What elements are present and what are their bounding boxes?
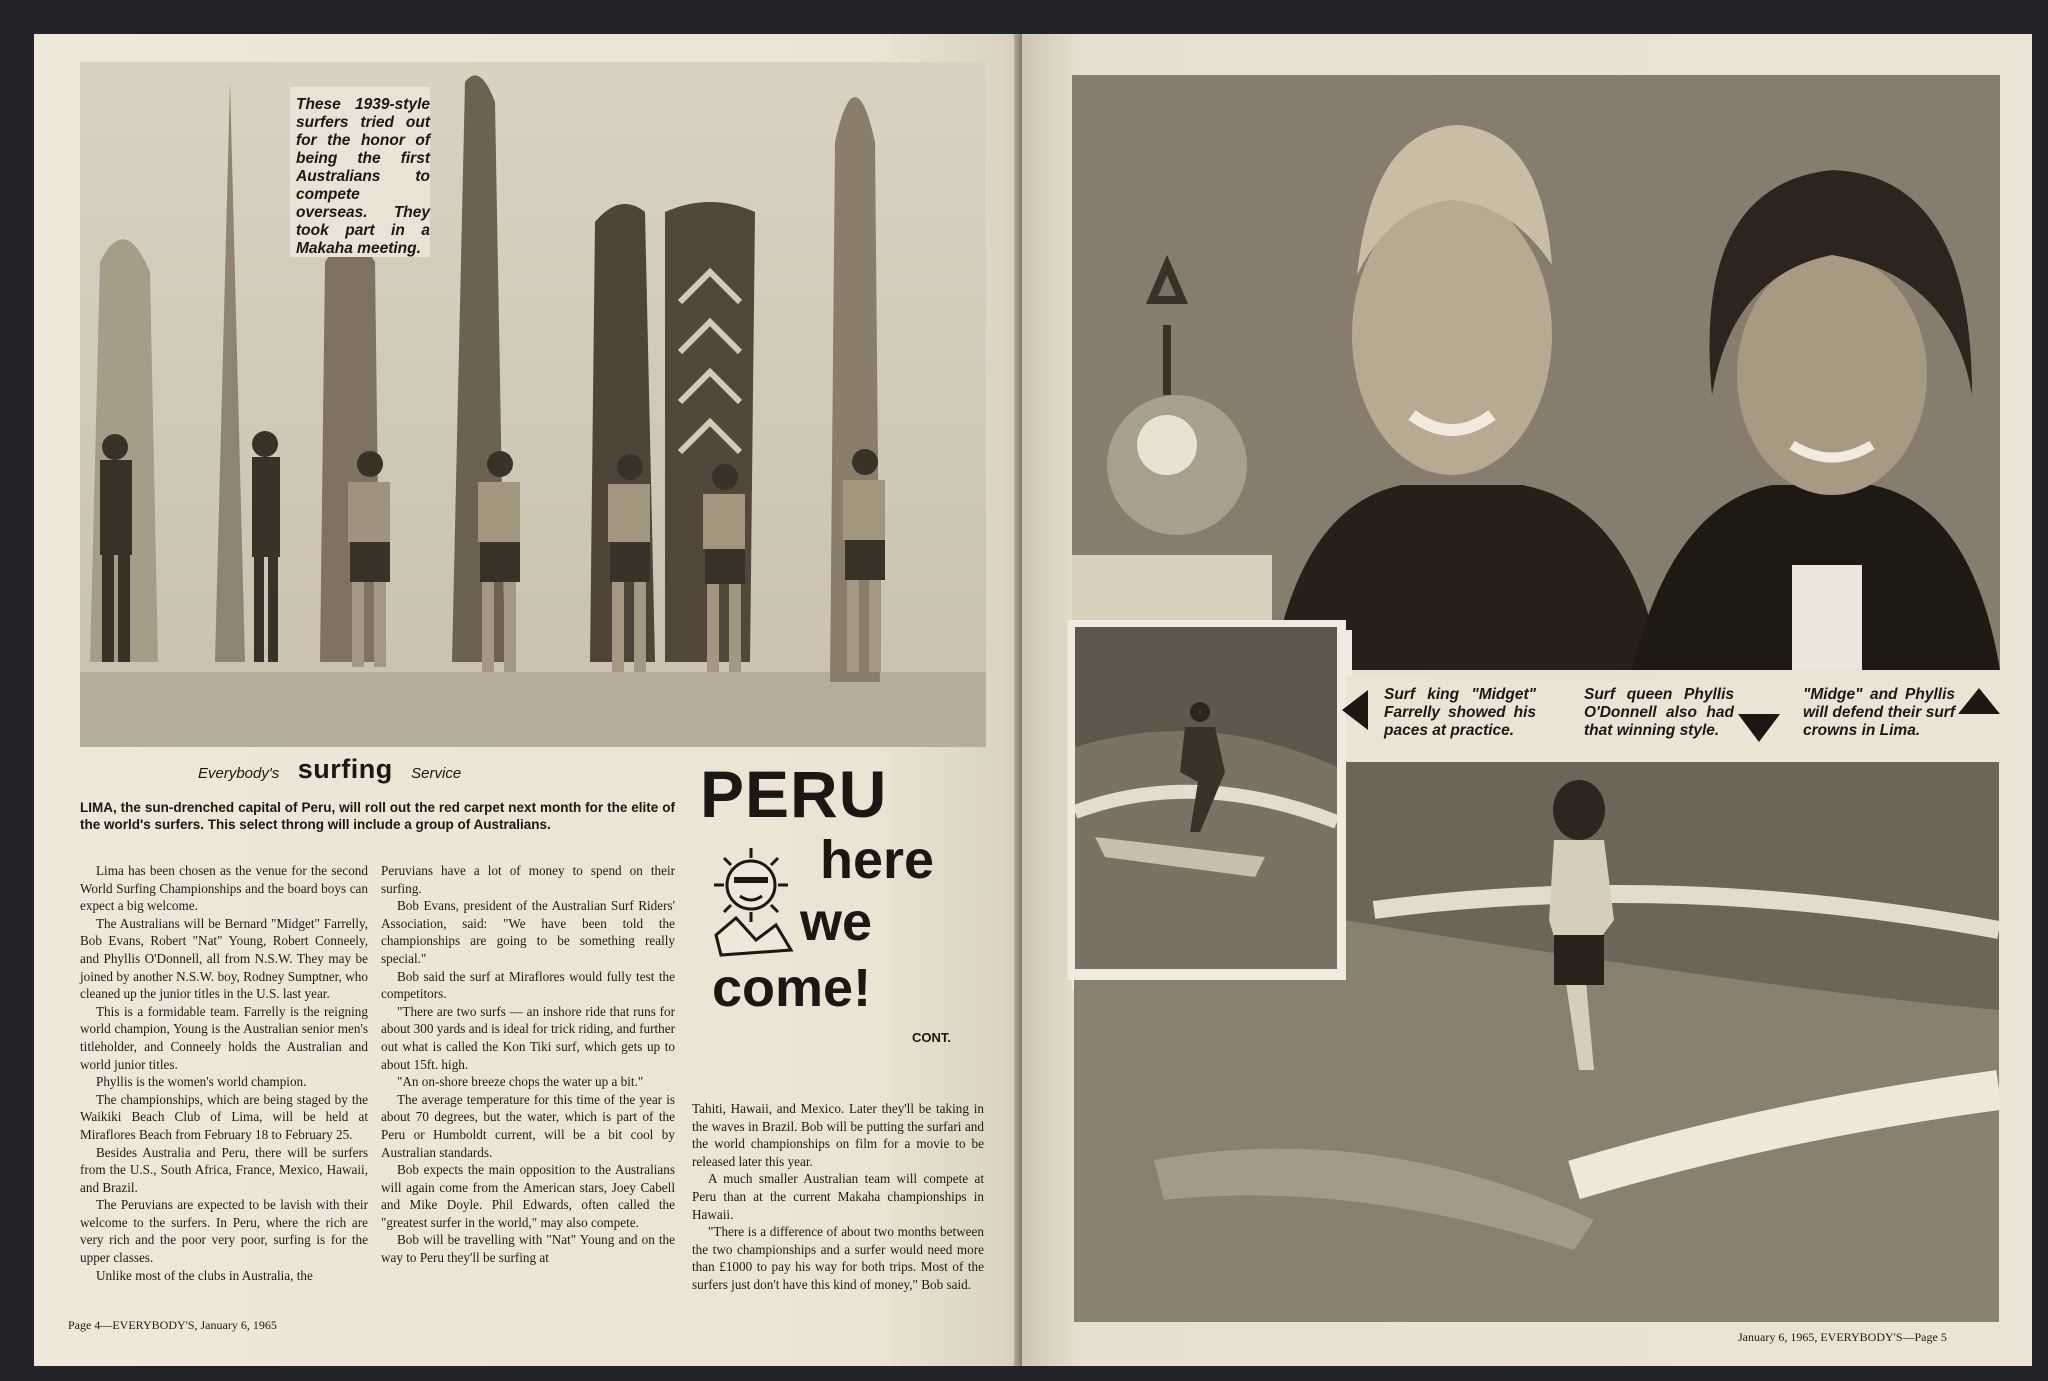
- column-1-paragraph: Unlike most of the clubs in Australia, the: [96, 1267, 313, 1283]
- column-1-paragraph: The championships, which are being staged by the Waikiki Beach Club of Lima, will be held at Miraflores Beach from February 18 to February 25.: [80, 1091, 368, 1142]
- right-page-folio: January 6, 1965, EVERYBODY'S—Page 5: [1738, 1330, 1947, 1344]
- column-3-paragraph: "There is a difference of about two months between the two championships and a surfer would need more than £1000 to pay his way for both trips. Most of the surfers just don't have this kind of money," Bob said.: [692, 1224, 984, 1292]
- column-3-paragraph: Tahiti, Hawaii, and Mexico. Later they'll be taking in the waves in Brazil. Bob will be putting the surfari and the world championships on film for a movie to be released later this year.: [692, 1101, 984, 1169]
- headline-cont: CONT.: [912, 1030, 951, 1045]
- headline-we: we: [800, 892, 873, 952]
- column-1-paragraph: This is a formidable team. Farrelly is the reigning world champion, Young is the Australian senior men's titleholder, and Conneely holds the Australian and world junior titles.: [80, 1003, 368, 1072]
- column-2-paragraph: Bob will be travelling with "Nat" Young and on the way to Peru they'll be surfing at: [381, 1232, 675, 1266]
- sun-mascot-icon: [696, 840, 806, 960]
- heading-suffix: Service: [411, 765, 462, 782]
- column-1-paragraph: Phyllis is the women's world champion.: [96, 1074, 307, 1090]
- column-1-paragraph: Besides Australia and Peru, there will be surfers from the U.S., South Africa, France, Mexico, Hawaii, and Brazil.: [80, 1144, 368, 1195]
- caption-both: "Midge" and Phyllis will defend their surf crowns in Lima.: [1803, 686, 1955, 739]
- headline-come: come!: [712, 958, 872, 1018]
- column-2-paragraph: Bob Evans, president of the Australian Surf Riders' Association, said: "We have been told the championships are going to be something really special.": [381, 898, 675, 966]
- column-2-paragraph: Bob expects the main opposition to the Australians will again come from the American stars, Joey Cabell and Mike Doyle. Phil Edwards, often called the "greatest surfer in the world," may also compete.: [381, 1162, 675, 1230]
- champions-portrait-photo: [1072, 75, 2000, 670]
- column-1-paragraph: The Peruvians are expected to be lavish with their welcome to the surfers. In Peru, where the rich are very rich and the poor very poor, surfing is for the upper classes.: [80, 1197, 368, 1266]
- column-2-paragraph: "There are two surfs — an inshore ride that runs for about 300 yards and is ideal for trick riding, and further out what is called the Kon Tiki surf, which gets up to about 15ft. high.: [381, 1003, 675, 1072]
- headline-peru: PERU: [700, 757, 888, 831]
- article-column-1: [80, 862, 368, 1284]
- left-page-folio: Page 4—EVERYBODY'S, January 6, 1965: [68, 1318, 277, 1332]
- vintage-surfers-photo: [80, 62, 986, 747]
- heading-prefix: Everybody's: [198, 765, 280, 782]
- section-heading: [198, 754, 558, 786]
- headline-here: here: [820, 830, 935, 890]
- article-column-2: [381, 862, 675, 1267]
- left-arrow-icon: [1342, 690, 1368, 730]
- column-2-paragraph: Bob said the surf at Miraflores would fully test the competitors.: [381, 968, 675, 1002]
- lead-paragraph: LIMA, the sun-drenched capital of Peru, will roll out the red carpet next month for the elite of the world's surfers. This select throng will include a group of Australians.: [80, 800, 675, 832]
- vintage-surfers-illustration: [80, 62, 986, 747]
- down-arrow-icon: [1738, 714, 1780, 742]
- column-1-paragraph: Lima has been chosen as the venue for the second World Surfing Championships and the board boys can expect a big welcome.: [80, 863, 368, 914]
- champions-portrait-illustration: [1072, 75, 2000, 670]
- caption-midget: Surf king "Midget" Farrelly showed his paces at practice.: [1384, 686, 1536, 739]
- column-3-paragraph: A much smaller Australian team will compete at Peru than at the current Makaha championships in Hawaii.: [692, 1171, 984, 1222]
- up-arrow-icon: [1958, 688, 2000, 714]
- article-column-3: [692, 1100, 984, 1294]
- midget-surfing-photo-frame: [1068, 620, 1346, 980]
- caption-phyllis: Surf queen Phyllis O'Donnell also had that winning style.: [1584, 686, 1734, 739]
- column-2-paragraph: The average temperature for this time of the year is about 70 degrees, but the water, which is part of the Peru or Humboldt current, will be a bit cool by Australian standards.: [381, 1091, 675, 1160]
- heading-main: surfing: [297, 754, 393, 784]
- column-1-paragraph: The Australians will be Bernard "Midget" Farrelly, Bob Evans, Robert "Nat" Young, Robert Conneely, and Phyllis O'Donnell, all from N.S.W. They may be joined by another N.S.W. boy, Rodney Sumptner, who cleaned up the junior titles in the U.S. last year.: [80, 915, 368, 1002]
- midget-surfer-illustration: [1075, 627, 1337, 969]
- column-2-paragraph: Peruvians have a lot of money to spend on their surfing.: [381, 863, 675, 896]
- vintage-photo-caption: These 1939-style surfers tried out for the honor of being the first Australians to compete overseas. They took part in a Makaha meeting.: [296, 96, 430, 257]
- column-2-paragraph: "An on-shore breeze chops the water up a bit.": [397, 1074, 644, 1090]
